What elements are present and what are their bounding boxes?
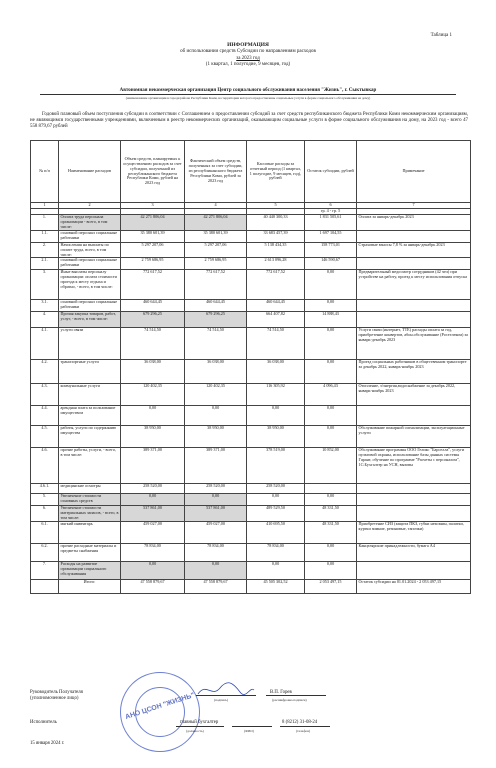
cell-rest [305, 484, 357, 494]
total-fact: 47 558 879,67 [185, 580, 247, 594]
total-spent: 45 505 302,52 [247, 580, 305, 594]
cell-spent: 489 529,50 [247, 506, 305, 522]
cell-note: Проезд социальных работников в общественном транспорте за декабрь 2022, январь-ноябрь 2023 [357, 360, 471, 384]
cell-num: 4.6. [31, 448, 59, 484]
cell-fact: 0,00 [185, 494, 247, 506]
header-name: Наименование расходов [59, 141, 121, 203]
title-line4: (1 квартал, 1 полугодие, 9 месяцев, год) [205, 62, 291, 68]
cell-name: прочие работы, услуги, - всего, в том числе: [59, 448, 121, 484]
cell-fact: 258 520,00 [185, 484, 247, 494]
cell-rest: 0,00 [305, 406, 357, 426]
organization-name: Автономная некоммерческая организация Центр социального обслуживания населения "Жизнь", г. Сыктывкар [40, 88, 456, 95]
table-row [31, 360, 471, 384]
cell-name: Увеличение стоимости основных средств [59, 494, 121, 506]
cell-spent: 378 519,00 [247, 448, 305, 484]
cell-fact: 38 950,00 [185, 426, 247, 448]
cell-num: 5. [31, 494, 59, 506]
cell-rest: 146 590,67 [305, 258, 357, 270]
cell-name: услуги связи [59, 328, 121, 360]
cell-num: 1. [31, 215, 59, 231]
head-name-hint: (расшифровка подписи) [272, 698, 307, 702]
cell-spent: 5 138 434,35 [247, 242, 305, 258]
cell-name: Начисления на выплаты по оплате труда, всего, в том числе: [59, 242, 121, 258]
cell-note [357, 494, 471, 506]
cell-num: 3. [31, 270, 59, 300]
cell-rest: 48 331,50 [305, 522, 357, 544]
cell-fact: 35 380 601,39 [185, 230, 247, 242]
cell-spent: 460 644,45 [247, 300, 305, 312]
head-sign-hint: (подпись) [214, 698, 229, 702]
cell-plan: 120 402,35 [121, 384, 185, 406]
cell-name: Расходы на развитие организации социального обслуживания [59, 562, 121, 580]
cell-spent: 74 514,50 [247, 328, 305, 360]
cell-plan: 459 027,00 [121, 522, 185, 544]
cell-plan: 35 380 601,39 [121, 230, 185, 242]
head-label: Руководитель Получателя (уполномоченное лицо) [30, 690, 83, 701]
cell-num: 2.1. [31, 258, 59, 270]
cell-spent: 664 407,82 [247, 312, 305, 328]
intro-paragraph: Годовой плановый объем поступления субсидии в соответствии с Соглашением о предоставлении субсидий за счет средств республиканского бюджета Республики Коми некоммерческим организациям, не являющимся государственными учреждениями, включенным в реестр некоммерческих организаций, оказывающим социальные услуги в форме социального обслуживания на дому, на 2023 год - всего 47 558 879,67 рублей [30, 112, 468, 130]
head-name: В.П. Горев [270, 690, 292, 695]
cell-num: 1.1. [31, 230, 59, 242]
header-plan: Объем средств, планируемых к осуществлению расходов за счет субсидии, полученной из республиканского бюджета Республики Коми, рублей на 2023 год [121, 141, 185, 203]
cell-plan: 36 038,00 [121, 360, 185, 384]
cell-note [357, 312, 471, 328]
cell-fact: 772 617,52 [185, 270, 247, 300]
cell-rest: 0,00 [305, 544, 357, 562]
cell-rest: 0,00 [305, 328, 357, 360]
organization-note: (наименование организации в городе/районе Республики Коми, на территории которого предоставлены социальные услуги в форме социального обслуживания на дому) [125, 96, 371, 100]
subsidy-table [30, 140, 471, 594]
total-row [31, 580, 471, 594]
cell-note [357, 300, 471, 312]
cell-name: основной персонал социальные работники [59, 230, 121, 242]
cell-spent: 0,00 [247, 494, 305, 506]
cell-fact: 42 271 806,04 [185, 215, 247, 231]
cell-name: транспортные услуги [59, 360, 121, 384]
executor-position-hint: (должность) [186, 729, 204, 733]
organization-stamp: АНО ЦСОН "ЖИЗНЬ" [120, 672, 200, 752]
cell-spent: 40 440 300,33 [247, 215, 305, 231]
total-note: Остаток субсидии на 01.01.2024 - 2 053 497,15 [357, 580, 471, 594]
cell-note [357, 230, 471, 242]
cell-name: Иные выплаты персоналу организации: оплата стоимости проезда к месту отдыха и обратно, - всего, в том числе: [59, 270, 121, 300]
cell-rest: 0,00 [305, 360, 357, 384]
cell-note: Канцелярские принадлежности, бумага А4 [357, 544, 471, 562]
cell-rest: 0,00 [305, 494, 357, 506]
cell-plan: 0,00 [121, 406, 185, 426]
table-row [31, 215, 471, 231]
cell-spent: 78 834,00 [247, 544, 305, 562]
cell-plan: 78 834,00 [121, 544, 185, 562]
cell-rest: 0,00 [305, 300, 357, 312]
table-row [31, 242, 471, 258]
cell-note [357, 258, 471, 270]
header-num: № п/п [31, 141, 59, 203]
cell-name: прочие расходные материалы и предметы снабжения [59, 544, 121, 562]
cell-fact: 0,00 [185, 562, 247, 580]
cell-name: основной персонал социальные работники [59, 258, 121, 270]
cell-spent: 0,00 [247, 562, 305, 580]
executor-label: Исполнитель [30, 720, 57, 725]
cell-name: Прочая закупка товаров, работ, услуг, - всего, в том числе: [59, 312, 121, 328]
cell-note: Отопление, э/энергия,водоснабжение за декабрь 2022, январь-ноябрь 2023 [357, 384, 471, 406]
cell-fact: 2 759 686,95 [185, 258, 247, 270]
cell-plan: 389 371,00 [121, 448, 185, 484]
cell-num: 4.5. [31, 426, 59, 448]
cell-plan: 5 297 207,06 [121, 242, 185, 258]
cell-fact: 5 297 207,06 [185, 242, 247, 258]
title-line3: за 2023 год [236, 55, 260, 61]
cell-spent: 33 683 457,39 [247, 230, 305, 242]
table-label: Таблица 1 [430, 33, 452, 38]
cell-rest: 14 888,43 [305, 312, 357, 328]
cell-plan: 74 514,50 [121, 328, 185, 360]
cell-rest: 0,00 [305, 270, 357, 300]
cell-plan: 2 759 686,95 [121, 258, 185, 270]
table-row [31, 506, 471, 522]
executor-fio-hint: (ФИО) [244, 729, 254, 733]
cell-name: работы, услуги по содержанию имущества [59, 426, 121, 448]
title-line2: об использовании средств Субсидии по направлениям расходов [180, 49, 316, 55]
cell-rest: 1 697 104,55 [305, 230, 357, 242]
cell-num: 7. [31, 562, 59, 580]
cell-fact: 120 402,35 [185, 384, 247, 406]
cell-plan: 0,00 [121, 494, 185, 506]
column-number-row: 1 2 3 4 5 6 7 [31, 203, 471, 209]
cell-num: 6.2. [31, 544, 59, 562]
total-rest: 2 053 497,15 [305, 580, 357, 594]
formula-cell: гр. 4 - гр. 5 [305, 209, 357, 215]
table-row [31, 494, 471, 506]
cell-spent: 36 038,00 [247, 360, 305, 384]
cell-note [357, 406, 471, 426]
cell-num: 4.4. [31, 406, 59, 426]
table-row [31, 258, 471, 270]
cell-rest: 1 831 505,61 [305, 215, 357, 231]
cell-fact: 389 371,00 [185, 448, 247, 484]
report-date: 15 января 2024 г. [30, 741, 65, 746]
header-note: Примечание [357, 141, 471, 203]
executor-phone-hint: (телефон) [296, 729, 311, 733]
table-row [31, 230, 471, 242]
cell-fact: 679 296,25 [185, 312, 247, 328]
cell-name: основной персонал социальные работники [59, 300, 121, 312]
cell-num: 4.6.1. [31, 484, 59, 494]
cell-note: Страховые взносы 7,8 % за январь-декабрь 2023 [357, 242, 471, 258]
cell-note [357, 484, 471, 494]
table-row [31, 300, 471, 312]
cell-name: коммунальные услуги [59, 384, 121, 406]
cell-plan: 679 296,25 [121, 312, 185, 328]
cell-plan: 772 617,52 [121, 270, 185, 300]
table-row [31, 484, 471, 494]
cell-note: Оплата за январь-декабрь 2023 [357, 215, 471, 231]
executor-phone: 8 (8212) 31-08-24 [282, 720, 318, 725]
cell-num: 4.3. [31, 384, 59, 406]
cell-rest: 0,00 [305, 562, 357, 580]
header-rest: Остаток субсидии, рублей [305, 141, 357, 203]
cell-note [357, 562, 471, 580]
cell-num: 2. [31, 242, 59, 258]
cell-rest: 48 331,50 [305, 506, 357, 522]
table-row [31, 270, 471, 300]
total-plan: 47 558 879,67 [121, 580, 185, 594]
cell-note: Предварительный медосмотр сотрудников (42 чел) при устройстве на работу, проезд к месту использования отпуска [357, 270, 471, 300]
cell-spent: 38 950,00 [247, 426, 305, 448]
cell-name: арендная плата за пользование имуществом [59, 406, 121, 426]
cell-fact: 78 834,00 [185, 544, 247, 562]
cell-plan: 537 861,00 [121, 506, 185, 522]
table-row [31, 522, 471, 544]
signature-mark [196, 680, 256, 700]
title-line1: ИНФОРМАЦИЯ [227, 42, 269, 48]
cell-spent: 410 695,50 [247, 522, 305, 544]
cell-name: мягкий инвентарь [59, 522, 121, 544]
cell-fact: 460 644,45 [185, 300, 247, 312]
cell-note [357, 506, 471, 522]
cell-note: Обслуживание пожарной сигнализации, эксплуатационные услуги [357, 426, 471, 448]
cell-plan: 42 271 806,04 [121, 215, 185, 231]
table-row [31, 312, 471, 328]
cell-spent: 772 617,52 [247, 270, 305, 300]
cell-fact: 459 027,00 [185, 522, 247, 544]
cell-plan: 0,00 [121, 562, 185, 580]
cell-fact: 36 038,00 [185, 360, 247, 384]
cell-name: Увеличение стоимости материальных запасов, - всего, в том числе: [60, 505, 119, 521]
cell-note: Услуги связи (интернет, ТТЕ) расходы оплата за год, приобретение конвертов, абон.обслуживание (Ростелеком) за январь-декабрь 2023 [357, 328, 471, 360]
cell-num: 4.2. [31, 360, 59, 384]
header-spent: Кассовые расходы за отчетный период (1 квартал, 1 полугодие, 9 месяцев, год), рублей [247, 141, 305, 203]
table-row [31, 328, 471, 360]
cell-spent: 2 613 096,28 [247, 258, 305, 270]
executor-position: главный бухгалтер [180, 720, 219, 725]
cell-num: 6.1. [31, 522, 59, 544]
cell-num: 6. [31, 506, 59, 522]
cell-rest: 0,00 [305, 426, 357, 448]
cell-spent: 116 305,92 [247, 384, 305, 406]
cell-num: 3.1. [31, 300, 59, 312]
table-row [31, 384, 471, 406]
cell-rest: 158 773,01 [305, 242, 357, 258]
cell-plan: 258 520,00 [121, 484, 185, 494]
cell-plan: 460 644,45 [121, 300, 185, 312]
cell-rest: 10 852,00 [305, 448, 357, 484]
header-fact: Фактический объем средств, полученных за счет субсидии, из республиканского бюджета Республики Коми, рублей за 2023 год [185, 141, 247, 203]
table-row [31, 448, 471, 484]
cell-name: медицинские осмотры [59, 484, 121, 494]
cell-spent: 258 520,00 [247, 484, 305, 494]
document-title [0, 42, 496, 69]
cell-note: Приобретение СИЗ (защита ПКЗ, губки нехозяин, палатки, куртки зимние, резиновые, тапочки) [357, 522, 471, 544]
cell-fact: 0,00 [185, 406, 247, 426]
table-row [31, 426, 471, 448]
table-row [31, 406, 471, 426]
cell-note: Обслуживание программы ООО Геликс "Барселла", услуги пультовой охраны, использование базы данных системы Гарант, обучение по программе "Расчеты с персоналом", 1С:Бухгалтер на УСН, вызовы [357, 448, 471, 484]
cell-num: 4. [31, 312, 59, 328]
cell-num: 4.1. [31, 328, 59, 360]
cell-fact: 537 861,00 [185, 506, 247, 522]
table-row [31, 544, 471, 562]
total-label: Итого: [59, 580, 121, 594]
cell-name: Оплата труда персонала организации - всего, в том числе: [59, 215, 121, 231]
cell-rest: 4 096,43 [305, 384, 357, 406]
table-row [31, 562, 471, 580]
cell-spent: 0,00 [247, 406, 305, 426]
cell-fact: 74 514,50 [185, 328, 247, 360]
cell-plan: 38 950,00 [121, 426, 185, 448]
header-row [31, 141, 471, 203]
